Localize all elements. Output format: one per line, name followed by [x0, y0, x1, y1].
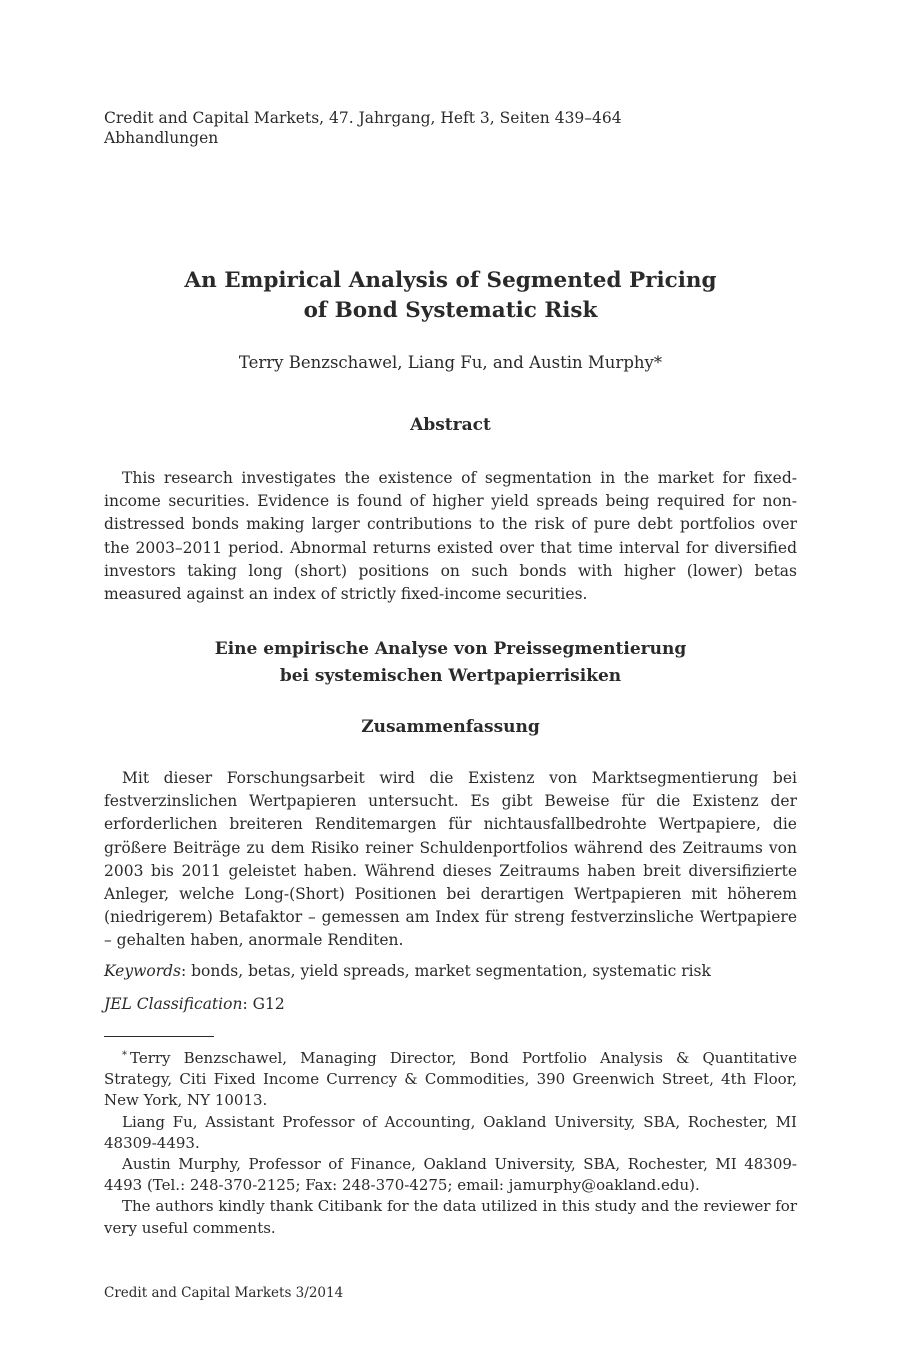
german-title [104, 636, 797, 690]
zusammenfassung-text: Mit dieser Forschungsarbeit wird die Existenz von Marktsegmentierung bei festverzinslichen Wertpapieren untersucht. Es gibt Beweise für die Existenz der erforderlichen breiteren Renditemargen für nichtausfallbedrohte Wertpapiere, die größere Beiträge zu dem Risiko reiner Schuldenportfolios während des Zeitraums von 2003 bis 2011 geleistet haben. Während dieses Zeitraums haben breit diversifizierte Anleger, welche Long-(Short) Positionen bei derartigen Wertpapieren mit höherem (niedrigerem) Betafaktor – gemessen am Index für streng festverzinsliche Wertpapiere – gehalten haben, anormale Renditen. [104, 769, 797, 950]
footnote-divider [104, 1036, 214, 1037]
footnote-fu: Liang Fu, Assistant Professor of Accounting, Oakland University, SBA, Rochester, MI 48309-4493. [104, 1112, 797, 1152]
jel-label: JEL Classification [104, 995, 243, 1013]
author-list: Terry Benzschawel, Liang Fu, and Austin Murphy* [238, 353, 663, 372]
footnote-murphy: Austin Murphy, Professor of Finance, Oakland University, SBA, Rochester, MI 48309-4493 (Tel.: 248-370-2125; Fax: 248-370-4275; email: jamurphy@oakland.edu). [104, 1155, 797, 1195]
keywords-line [104, 960, 797, 983]
footnotes [104, 1045, 797, 1239]
footnote-benzschawel [104, 1045, 797, 1112]
paper-title-line-2: of Bond Systematic Risk [303, 298, 598, 323]
jel-value: : G12 [242, 995, 285, 1013]
german-title-line-1: Eine empirische Analyse von Preissegmentierung [214, 639, 687, 659]
keywords-label: Keywords [104, 962, 181, 980]
abstract-text: This research investigates the existence of segmentation in the market for fixed-income securities. Evidence is found of higher yield spreads being required for non-distressed bonds making larger contributions to the risk of pure debt portfolios over the 2003–2011 period. Abnormal returns existed over that time interval for diversified investors taking long (short) positions on such bonds with higher (lower) betas measured against an index of strictly fixed-income securities. [104, 469, 797, 604]
paper-title-line-1: An Empirical Analysis of Segmented Pricing [184, 268, 717, 293]
german-title-line-2: bei systemischen Wertpapierrisiken [279, 666, 622, 686]
footnote-marker: * [122, 1050, 127, 1061]
footnote-text: Terry Benzschawel, Managing Director, Bond Portfolio Analysis & Quantitative Strategy, Citi Fixed Income Currency & Commodities, 390 Greenwich Street, 4th Floor, New York, NY 10013. [104, 1049, 797, 1110]
page-footer: Credit and Capital Markets 3/2014 [104, 1285, 344, 1301]
journal-citation: Credit and Capital Markets, 47. Jahrgang, Heft 3, Seiten 439–464 [104, 109, 622, 127]
jel-line [104, 993, 797, 1016]
paper-title [104, 266, 797, 326]
journal-header [104, 108, 622, 148]
keywords-value: : bonds, betas, yield spreads, market segmentation, systematic risk [180, 962, 711, 980]
abstract-heading: Abstract [410, 415, 491, 435]
section-label: Abhandlungen [104, 129, 219, 147]
zusammenfassung-heading: Zusammenfassung [361, 717, 540, 737]
footnote-acknowledgement: The authors kindly thank Citibank for the data utilized in this study and the reviewer for very useful comments. [104, 1197, 797, 1237]
